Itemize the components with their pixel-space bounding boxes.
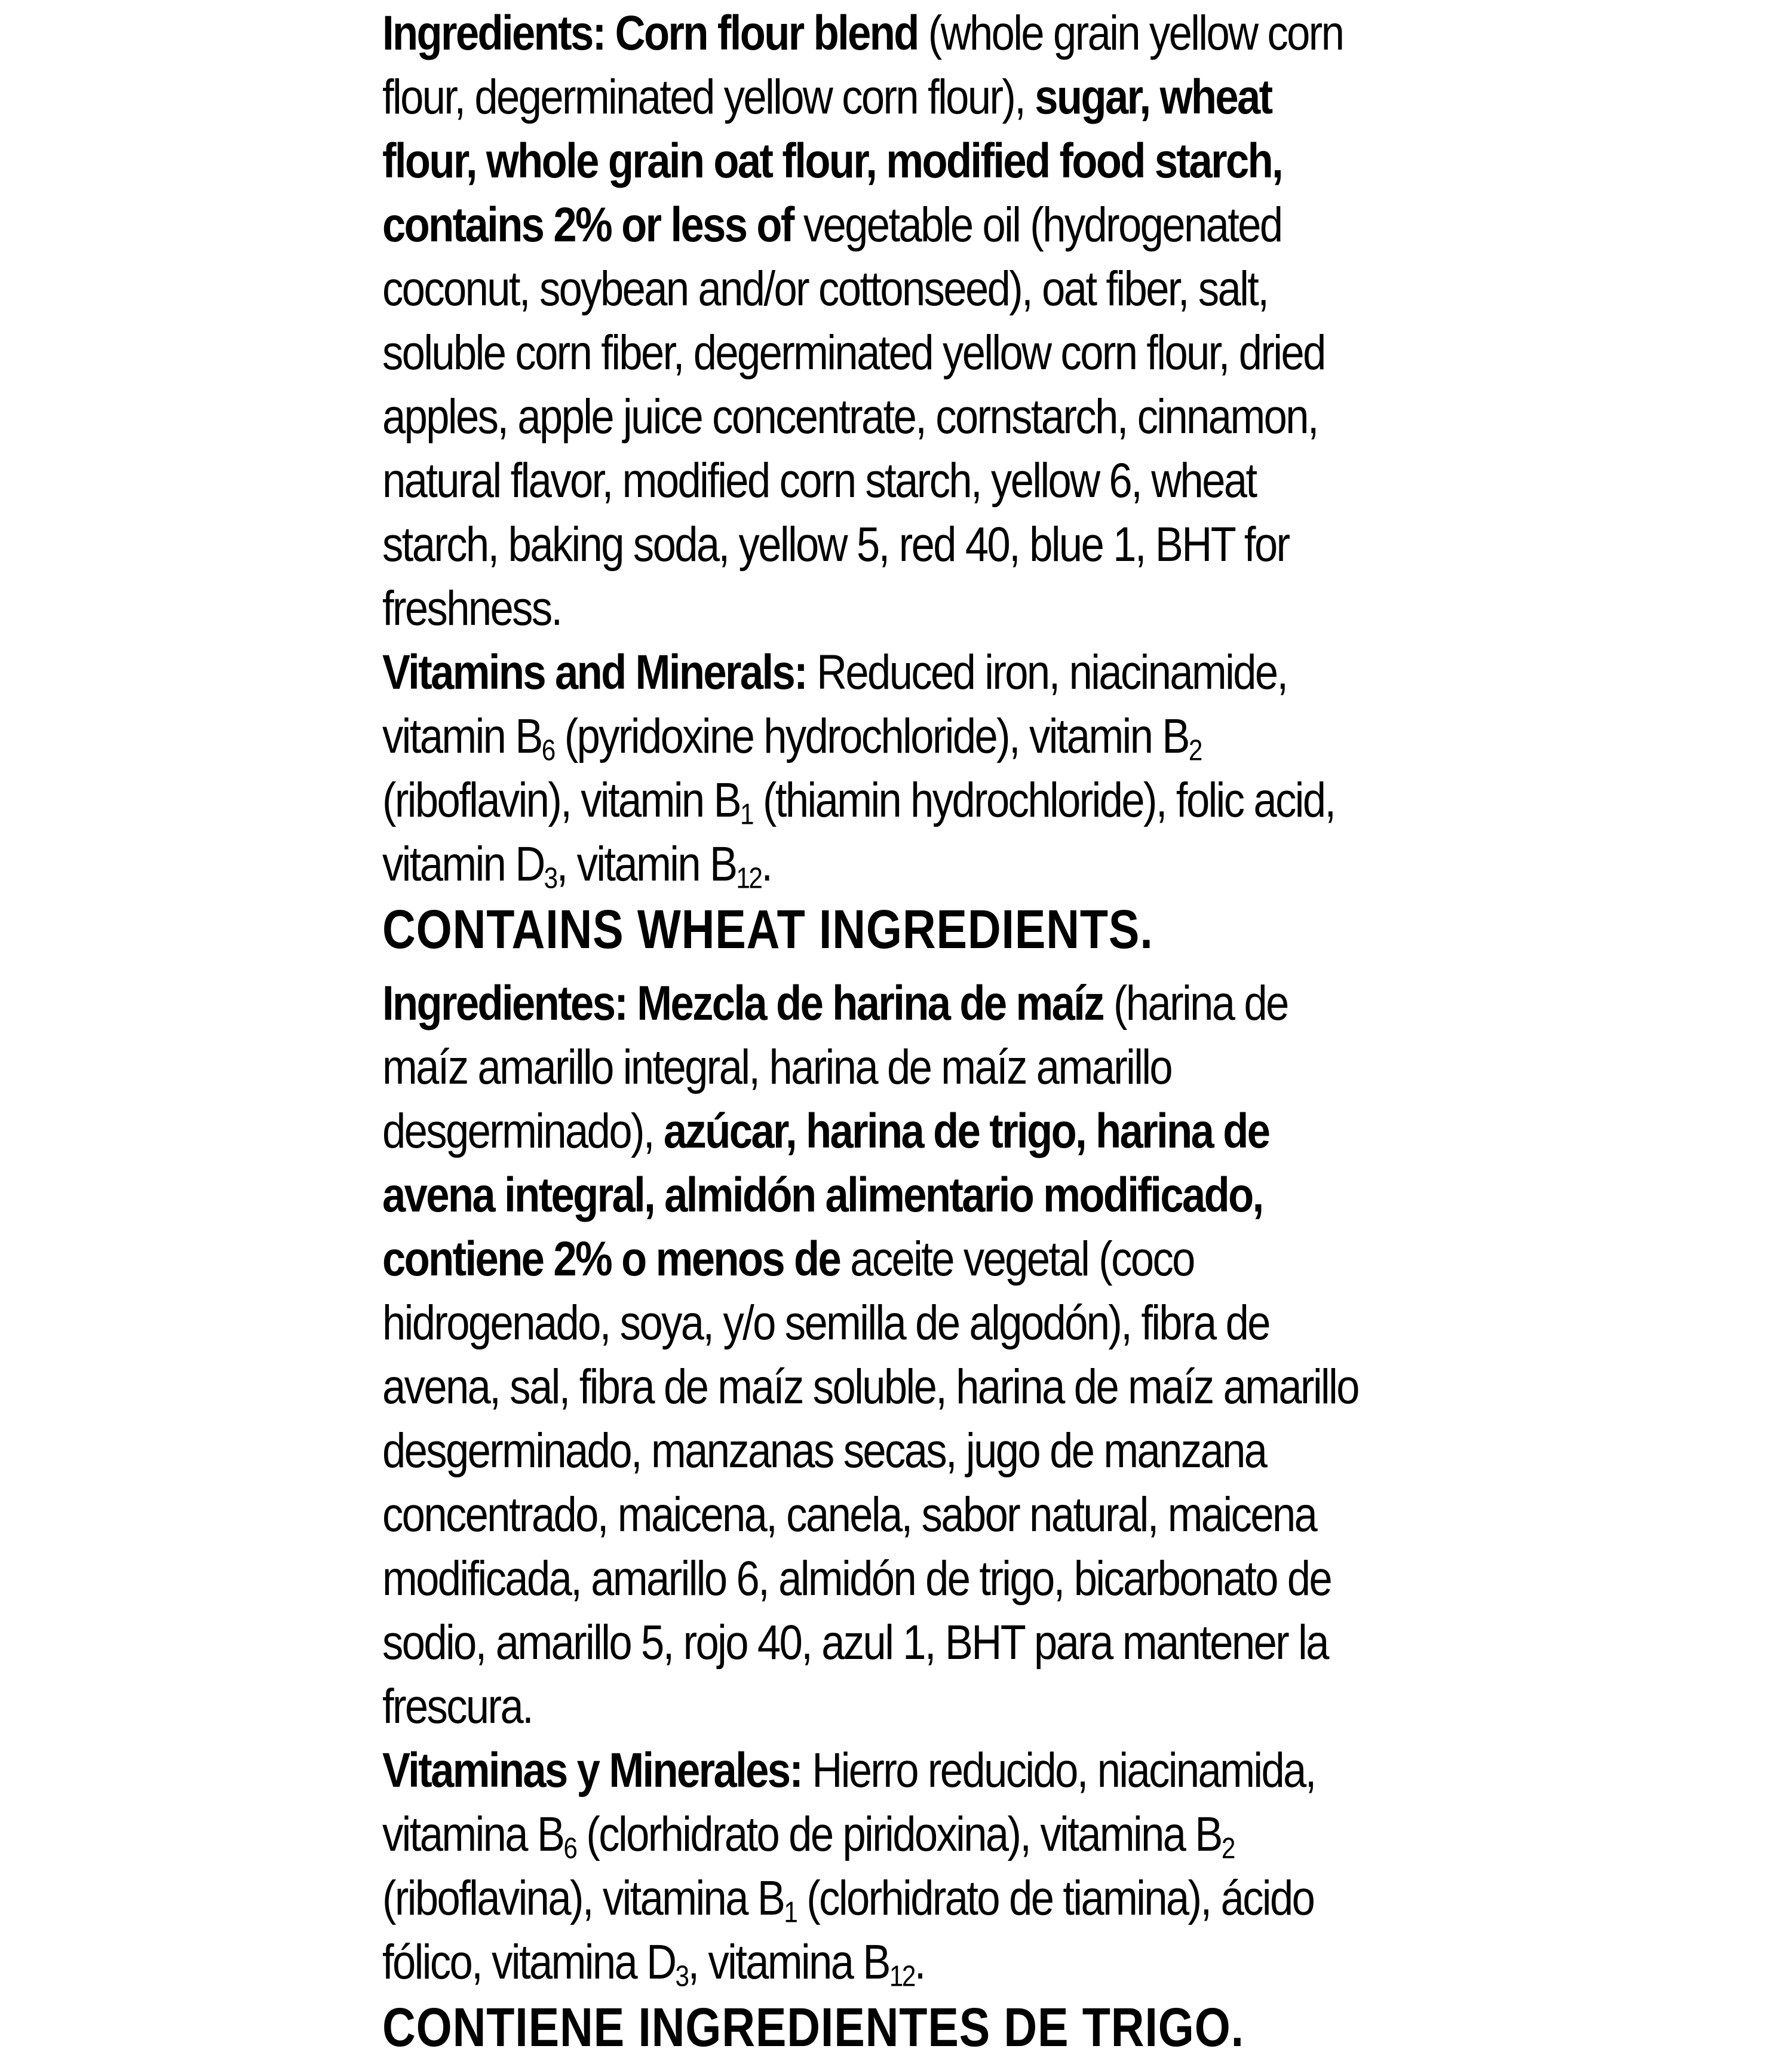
spanish-vitamins-text-1: Hierro reducido, niacinamida, vitamina B xyxy=(382,1743,1315,1861)
spanish-vitamins-text-4: (clorhidrato de tiamina), ácido fólico, vitamina D xyxy=(382,1871,1314,1989)
english-vitamins-text-2: (pyridoxine hydrochloride), vitamin B xyxy=(554,709,1189,763)
english-vitamins-text-1: Reduced iron, niacinamide, vitamin B xyxy=(382,645,1287,763)
english-vitamins-sub-4: 3 xyxy=(544,861,557,895)
spanish-ingredients-bold-2: azúcar, harina de trigo, harina de avena integral, almidón alimentario modificado, contiene 2% o menos de xyxy=(382,1104,1269,1286)
spanish-vitamins-text-5: , vitamina B xyxy=(688,1935,889,1989)
spanish-ingredients-heading: Ingredientes: xyxy=(382,976,627,1030)
english-ingredients-paragraph xyxy=(382,1,1358,640)
english-ingredients-bold-1: Corn flour blend xyxy=(615,6,918,60)
spanish-vitamins-text-2: (clorhidrato de piridoxina), vitamina B xyxy=(576,1807,1222,1861)
spanish-vitamins-sub-3: 1 xyxy=(784,1896,797,1929)
english-ingredients-heading: Ingredients: xyxy=(382,6,605,60)
spanish-vitamins-paragraph xyxy=(382,1738,1358,1994)
english-ingredients-text-1: (whole grain yellow corn flour, degerminated yellow corn flour), xyxy=(382,6,1343,124)
spanish-vitamins-sub-4: 3 xyxy=(675,1959,688,1993)
spanish-vitamins-sub-1: 6 xyxy=(563,1832,576,1865)
english-vitamins-text-3: (riboflavin), vitamin B xyxy=(382,773,741,827)
language-divider-space xyxy=(382,963,1440,971)
english-vitamins-sub-3: 1 xyxy=(740,798,753,831)
english-vitamins-sub-2: 2 xyxy=(1188,734,1201,767)
english-vitamins-text-4: (thiamin hydrochloride), folic acid, vitamin D xyxy=(382,773,1335,891)
english-vitamins-text-6: . xyxy=(761,837,772,891)
spanish-vitamins-sub-5: 12 xyxy=(889,1959,915,1993)
english-vitamins-sub-1: 6 xyxy=(541,734,554,767)
english-vitamins-heading: Vitamins and Minerals: xyxy=(382,645,807,700)
spanish-ingredients-text-2: aceite vegetal (coco hidrogenado, soya, y/o semilla de algodón), fibra de avena, sal, fibra de maíz soluble, harina de maíz amarillo desgerminado, manzanas secas, jugo de manzana concentrado, maicena, canela, sabor natural, maicena modificada, amarillo 6, almidón de trigo, bicarbonato de sodio, amarillo 5, rojo 40, azul 1, BHT para mantener la frescura. xyxy=(382,1232,1358,1734)
spanish-vitamins-text-6: . xyxy=(914,1935,925,1989)
spanish-allergen-statement: CONTIENE INGREDIENTES DE TRIGO. xyxy=(382,1997,1244,2058)
english-ingredients-text-2: vegetable oil (hydrogenated coconut, soybean and/or cottonseed), oat fiber, salt, soluble corn fiber, degerminated yellow corn flour, dried apples, apple juice concentrate, cornstarch, cinnamon, natural flavor, modified corn starch, yellow 6, wheat starch, baking soda, yellow 5, red 40, blue 1, BHT for freshness. xyxy=(382,198,1325,636)
english-allergen-statement: CONTAINS WHEAT INGREDIENTS. xyxy=(382,899,1153,960)
english-vitamins-paragraph xyxy=(382,640,1358,896)
ingredients-label-panel xyxy=(382,1,1440,2058)
spanish-ingredients-bold-1: Mezcla de harina de maíz xyxy=(637,976,1103,1030)
spanish-ingredients-text-1: (harina de maíz amarillo integral, harina de maíz amarillo desgerminado), xyxy=(382,976,1288,1158)
english-vitamins-sub-5: 12 xyxy=(736,861,762,895)
spanish-vitamins-text-3: (riboflavina), vitamina B xyxy=(382,1871,784,1925)
english-ingredients-bold-2: sugar, wheat flour, whole grain oat flour, modified food starch, contains 2% or less of xyxy=(382,70,1282,252)
english-vitamins-text-5: , vitamin B xyxy=(556,837,737,891)
spanish-vitamins-sub-2: 2 xyxy=(1221,1832,1234,1865)
spanish-ingredients-paragraph xyxy=(382,971,1358,1738)
spanish-vitamins-heading: Vitaminas y Minerales: xyxy=(382,1743,802,1798)
